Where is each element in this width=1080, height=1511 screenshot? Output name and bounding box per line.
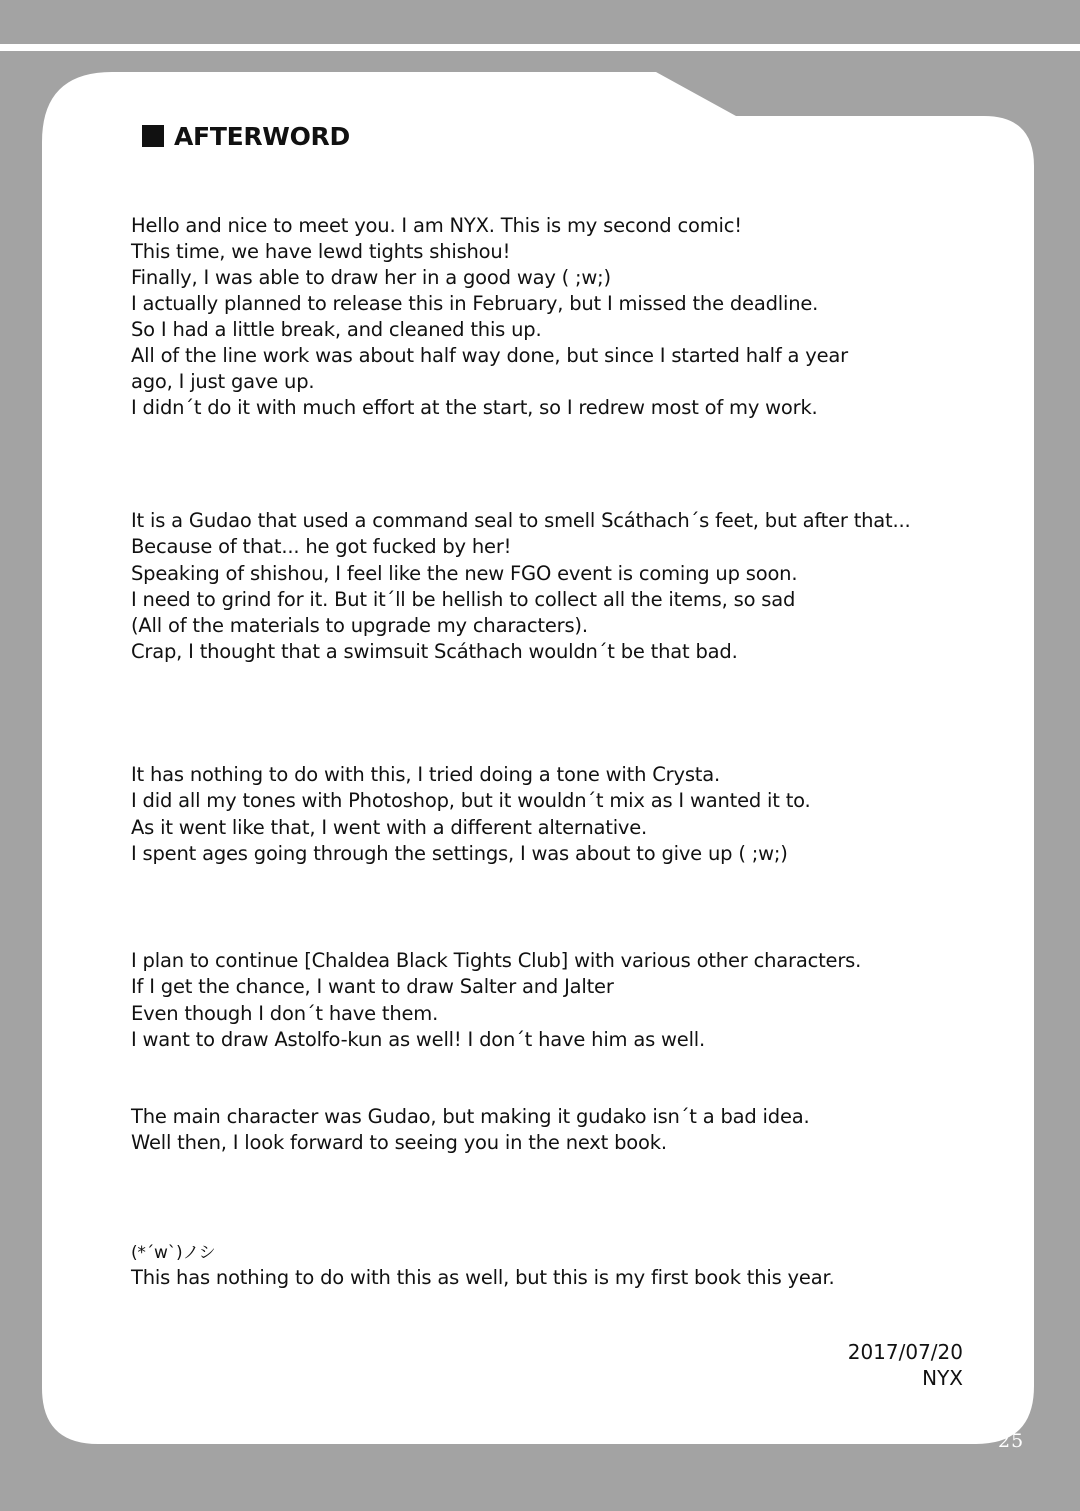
text-line: Speaking of shishou, I feel like the new FGO event is coming up soon. — [131, 562, 798, 585]
text-line: Well then, I look forward to seeing you in the next book. — [131, 1131, 667, 1154]
text-line: The main character was Gudao, but making it gudako isn´t a bad idea. — [131, 1105, 810, 1128]
text-line: I plan to continue [Chaldea Black Tights Club] with various other characters. — [131, 949, 862, 972]
emoticon-line: (*´w`)ノシ — [131, 1243, 216, 1263]
text-line: All of the line work was about half way done, but since I started half a year — [131, 344, 848, 367]
text-line: I did all my tones with Photoshop, but it wouldn´t mix as I wanted it to. — [131, 789, 811, 812]
text-line: This has nothing to do with this as well, but this is my first book this year. — [131, 1266, 835, 1289]
text-line: I didn´t do it with much effort at the start, so I redrew most of my work. — [131, 396, 818, 419]
afterword-heading — [142, 120, 350, 152]
text-line: ago, I just gave up. — [131, 370, 315, 393]
text-line: This time, we have lewd tights shishou! — [131, 240, 511, 263]
text-line: Hello and nice to meet you. I am NYX. This is my second comic! — [131, 214, 742, 237]
heading-text: AFTERWORD — [174, 121, 350, 151]
text-line: I actually planned to release this in February, but I missed the deadline. — [131, 292, 819, 315]
text-line: Crap, I thought that a swimsuit Scáthach wouldn´t be that bad. — [131, 640, 738, 663]
signature-date: 2017/07/20 — [847, 1340, 963, 1364]
text-line: Finally, I was able to draw her in a good way ( ;w;) — [131, 266, 611, 289]
text-line: It has nothing to do with this, I tried doing a tone with Crysta. — [131, 763, 720, 786]
text-line: Because of that... he got fucked by her! — [131, 535, 512, 558]
signature-author: NYX — [922, 1366, 963, 1390]
text-line: It is a Gudao that used a command seal to smell Scáthach´s feet, but after that... — [131, 509, 911, 532]
text-line: I spent ages going through the settings, I was about to give up ( ;w;) — [131, 842, 788, 865]
text-line: I need to grind for it. But it´ll be hellish to collect all the items, so sad — [131, 588, 796, 611]
text-line: I want to draw Astolfo-kun as well! I don´t have him as well. — [131, 1028, 706, 1051]
text-line: (All of the materials to upgrade my characters). — [131, 614, 588, 637]
text-line: Even though I don´t have them. — [131, 1002, 439, 1025]
text-line: As it went like that, I went with a different alternative. — [131, 816, 648, 839]
page-number: 25 — [998, 1430, 1025, 1452]
square-bullet-icon — [142, 125, 164, 147]
text-line: So I had a little break, and cleaned this up. — [131, 318, 542, 341]
text-line: If I get the chance, I want to draw Salter and Jalter — [131, 975, 614, 998]
